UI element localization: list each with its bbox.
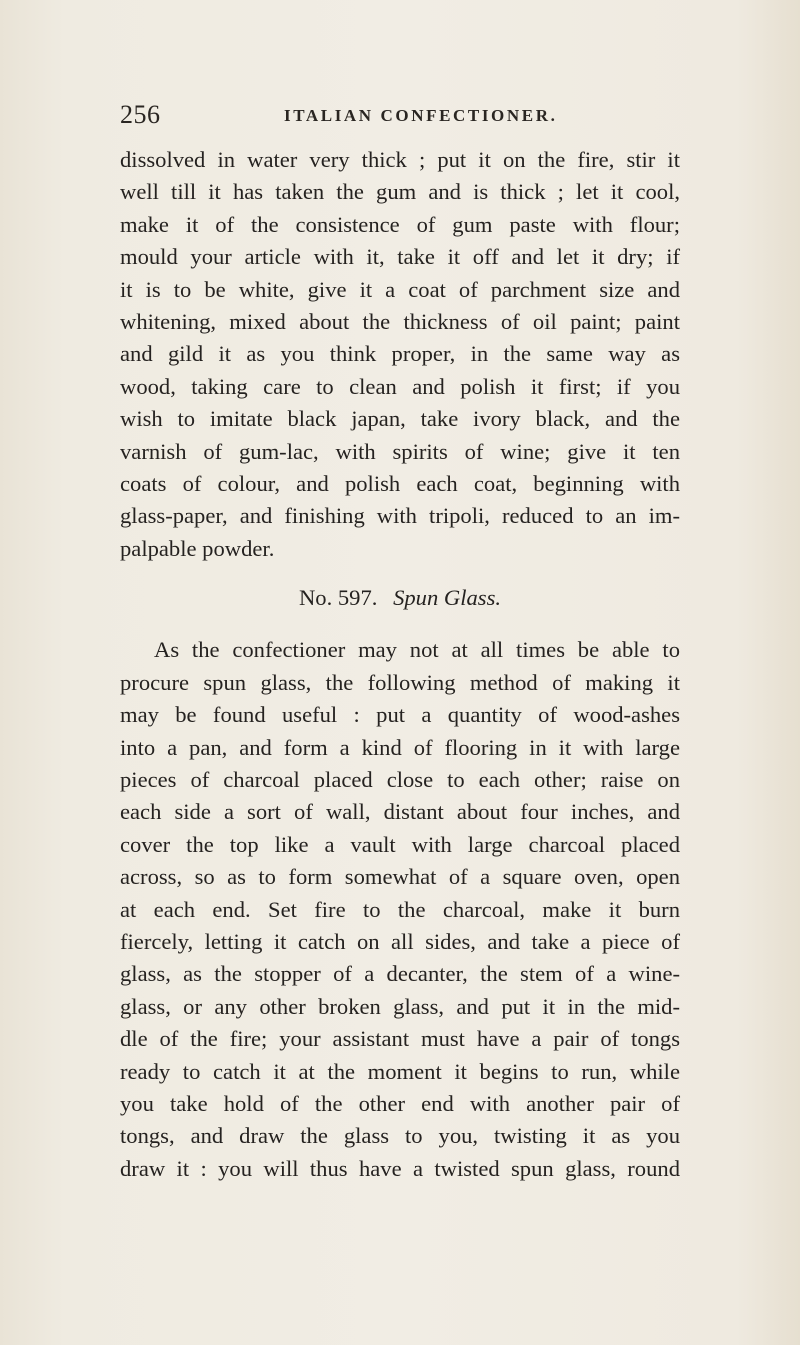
text-line: glass, or any other broken glass, and put it in the mid- xyxy=(120,993,680,1019)
text-line: make it of the consistence of gum paste with flour; xyxy=(120,211,680,237)
text-line: glass, as the stopper of a decanter, the stem of a wine- xyxy=(120,961,680,987)
text-line: you take hold of the other end with another pair of xyxy=(120,1090,680,1116)
running-head-title: ITALIAN CONFECTIONER. xyxy=(284,106,558,125)
text-line: whitening, mixed about the thickness of oil paint; paint xyxy=(120,308,680,334)
text-line: into a pan, and form a kind of flooring in it with large xyxy=(120,734,680,760)
text-line: palpable powder. xyxy=(120,535,275,561)
text-line: at each end. Set fire to the charcoal, make it burn xyxy=(120,896,680,922)
text-line: across, so as to form somewhat of a square oven, open xyxy=(120,864,680,890)
section-heading xyxy=(120,582,680,614)
text-line: it is to be white, give it a coat of parchment size and xyxy=(120,276,680,302)
text-line: glass-paper, and finishing with tripoli, reduced to an im- xyxy=(120,503,680,529)
paragraph-spun-glass xyxy=(120,634,680,1185)
text-line: and gild it as you think proper, in the same way as xyxy=(120,341,680,367)
text-line: As the confectioner may not at all times be able to xyxy=(154,637,680,663)
body-text xyxy=(120,144,680,1185)
text-line: wish to imitate black japan, take ivory black, and the xyxy=(120,406,680,432)
text-line: tongs, and draw the glass to you, twisting it as you xyxy=(120,1123,680,1149)
paragraph-continued xyxy=(120,144,680,565)
section-title: Spun Glass. xyxy=(393,585,502,611)
text-line: well till it has taken the gum and is thick ; let it cool, xyxy=(120,179,680,205)
text-line: draw it : you will thus have a twisted spun glass, round xyxy=(120,1155,680,1181)
text-line: varnish of gum-lac, with spirits of wine; give it ten xyxy=(120,438,680,464)
text-line: may be found useful : put a quantity of wood-ashes xyxy=(120,702,680,728)
text-line: procure spun glass, the following method of making it xyxy=(120,669,680,695)
page-number: 256 xyxy=(120,100,161,129)
text-line: fiercely, letting it catch on all sides, and take a piece of xyxy=(120,928,680,954)
section-number: No. 597. xyxy=(298,585,378,611)
text-line: coats of colour, and polish each coat, beginning with xyxy=(120,470,680,496)
text-line: cover the top like a vault with large charcoal placed xyxy=(120,831,680,857)
text-line: each side a sort of wall, distant about four inches, and xyxy=(120,799,680,825)
text-line: mould your article with it, take it off and let it dry; if xyxy=(120,244,680,270)
text-line: ready to catch it at the moment it begins to run, while xyxy=(120,1058,680,1084)
text-line: pieces of charcoal placed close to each other; raise on xyxy=(120,767,680,793)
text-line: dissolved in water very thick ; put it on the fire, stir it xyxy=(120,147,680,172)
text-line: wood, taking care to clean and polish it first; if you xyxy=(120,373,680,399)
text-line: dle of the fire; your assistant must have a pair of tongs xyxy=(120,1026,680,1052)
running-head xyxy=(120,100,680,134)
